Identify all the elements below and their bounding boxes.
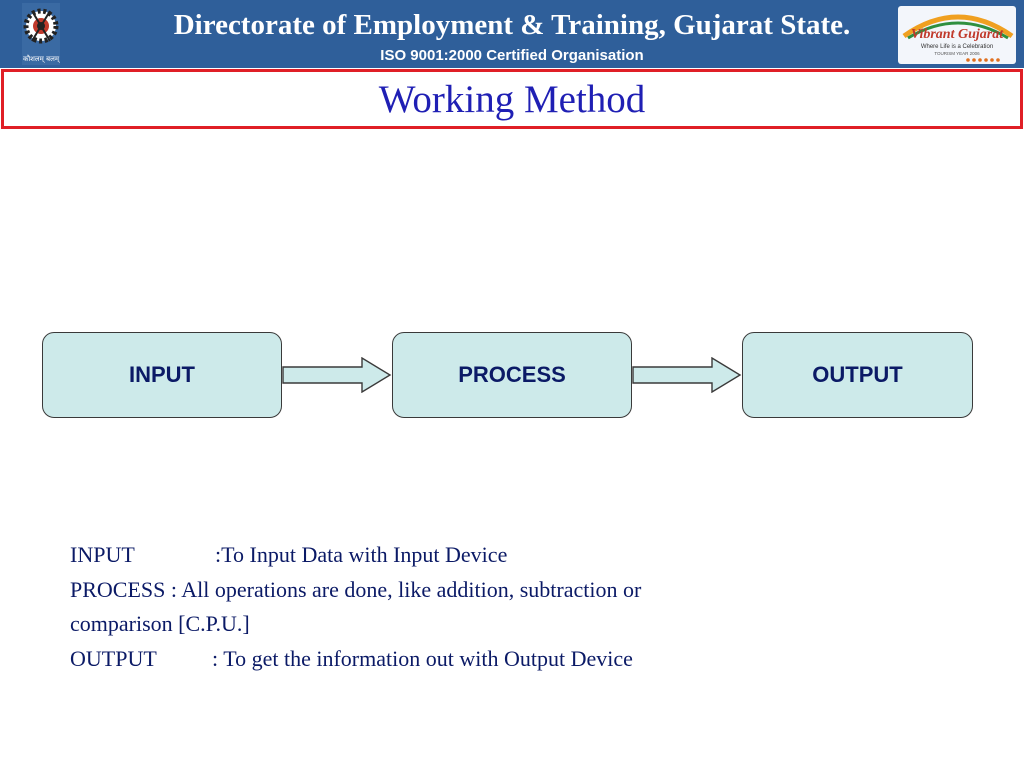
output-node-label: OUTPUT bbox=[812, 362, 903, 387]
input-node-label: INPUT bbox=[129, 362, 195, 387]
svg-text:Where Life is a Celebration: Where Life is a Celebration bbox=[920, 44, 994, 50]
description-block bbox=[70, 538, 970, 676]
vibrant-gujarat-logo-icon bbox=[898, 6, 1016, 64]
header-subtitle: ISO 9001:2000 Certified Organisation bbox=[380, 47, 644, 64]
svg-text:कौशलम् बलम्: कौशलम् बलम् bbox=[22, 55, 60, 63]
arrow-process-to-output bbox=[632, 357, 742, 393]
input-description-label: INPUT bbox=[70, 542, 135, 567]
output-node bbox=[742, 332, 973, 418]
output-description bbox=[70, 642, 970, 677]
svg-text:Vibrant Gujarat: Vibrant Gujarat bbox=[910, 27, 1004, 42]
process-node-label: PROCESS bbox=[458, 362, 566, 387]
process-description-cont: comparison [C.P.U.] bbox=[70, 611, 250, 636]
arrow-input-to-process bbox=[282, 357, 392, 393]
input-node bbox=[42, 332, 282, 418]
slide-title: Working Method bbox=[378, 78, 646, 121]
input-description bbox=[70, 538, 970, 573]
process-node bbox=[392, 332, 632, 418]
output-description-text: : To get the information out with Output Device bbox=[212, 645, 633, 671]
header-banner bbox=[0, 0, 1024, 68]
header-title: Directorate of Employment & Training, Gujarat State. bbox=[173, 9, 851, 41]
input-description-text: :To Input Data with Input Device bbox=[215, 542, 508, 567]
slide-title-box bbox=[1, 69, 1023, 129]
process-description: PROCESS : All operations are done, like addition, subtraction or bbox=[70, 576, 642, 602]
svg-text:TOURISM YEAR 2006: TOURISM YEAR 2006 bbox=[934, 51, 980, 56]
output-description-label: OUTPUT bbox=[70, 645, 157, 671]
